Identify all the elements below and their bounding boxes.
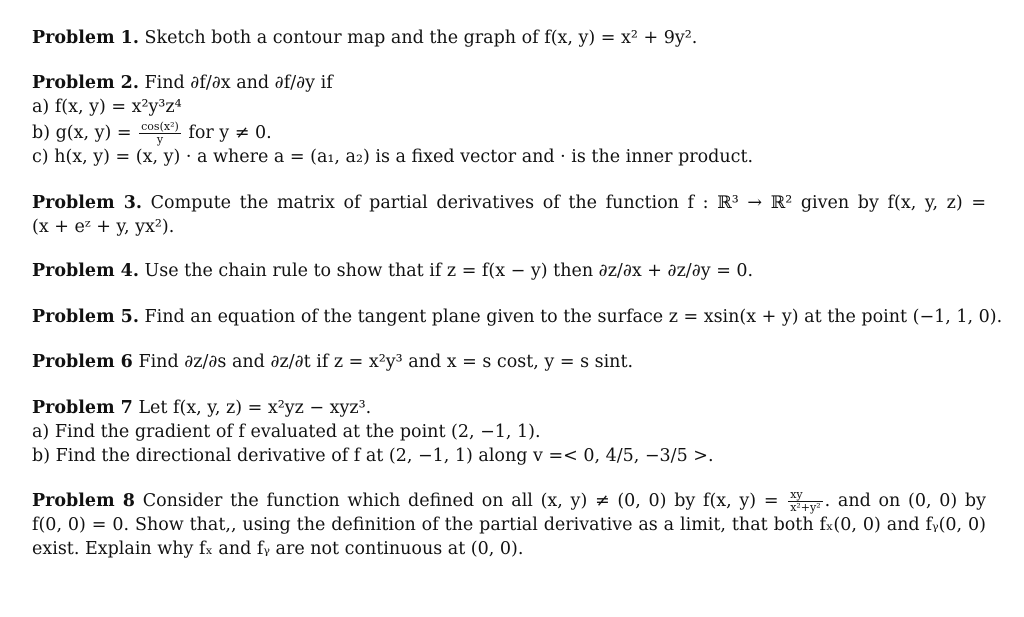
problem-5-label: Problem 5. (32, 307, 139, 327)
problem-2 (32, 72, 333, 94)
problem-7b: b) Find the directional derivative of f at (2, −1, 1) along v =< 0, 4/5, −3/5 >. (32, 446, 714, 466)
problem-6 (32, 351, 633, 373)
problem-4-label: Problem 4. (32, 261, 139, 281)
numerator: xy (788, 489, 822, 502)
fraction (139, 121, 181, 146)
problem-8-text-pre: Consider the function which defined on all (x, y) ≠ (0, 0) by f(x, y) = (142, 491, 779, 511)
problem-3-cont: (x + eᶻ + y, yx²). (32, 217, 175, 237)
problem-2-label: Problem 2. (32, 73, 139, 93)
denominator: y (156, 133, 164, 146)
problem-7 (32, 397, 371, 419)
problem-4 (32, 260, 753, 282)
problem-2c: c) h(x, y) = (x, y) · a where a = (a₁, a₂) is a fixed vector and · is the inner product. (32, 147, 754, 167)
denominator: x²+y² (790, 501, 821, 514)
problem-8-text-post: . and on (0, 0) by (824, 491, 986, 511)
problem-5-text: Find an equation of the tangent plane given to the surface z = xsin(x + y) at the point (−1, 1, 0). (144, 307, 1003, 327)
problem-2b-pre: b) g(x, y) = (32, 123, 132, 143)
problem-7a: a) Find the gradient of f evaluated at the point (2, −1, 1). (32, 422, 541, 442)
problem-1-text: Sketch both a contour map and the graph of f(x, y) = x² + 9y². (144, 28, 698, 48)
problem-3-label: Problem 3. (32, 193, 143, 213)
problem-3 (32, 192, 986, 214)
problem-8-line2: f(0, 0) = 0. Show that,, using the definition of the partial derivative as a limit, that both fₓ(0, 0) and fᵧ(0, 0) (32, 515, 986, 535)
problem-7-text: Let f(x, y, z) = x²yz − xyz³. (138, 398, 372, 418)
problem-5 (32, 306, 1002, 328)
problem-2b-post: for y ≠ 0. (188, 123, 272, 143)
problem-6-text: Find ∂z/∂s and ∂z/∂t if z = x²y³ and x = s cost, y = s sint. (138, 352, 634, 372)
problem-7-label: Problem 7 (32, 398, 133, 418)
problem-8-line3: exist. Explain why fₓ and fᵧ are not continuous at (0, 0). (32, 539, 524, 559)
problem-8-label: Problem 8 (32, 491, 135, 511)
problem-3-text: Compute the matrix of partial derivatives of the function f : ℝ³ → ℝ² given by f(x, y, z) = (150, 193, 986, 213)
fraction (788, 489, 822, 514)
problem-2a: a) f(x, y) = x²y³z⁴ (32, 97, 182, 117)
problem-2-text: Find ∂f/∂x and ∂f/∂y if (144, 73, 333, 93)
problem-4-text: Use the chain rule to show that if z = f(x − y) then ∂z/∂x + ∂z/∂y = 0. (144, 261, 754, 281)
problem-8 (32, 489, 986, 514)
problem-2b (32, 121, 272, 146)
problem-6-label: Problem 6 (32, 352, 133, 372)
problem-1 (32, 27, 697, 49)
problem-1-label: Problem 1. (32, 28, 139, 48)
numerator: cos(x²) (141, 120, 179, 133)
